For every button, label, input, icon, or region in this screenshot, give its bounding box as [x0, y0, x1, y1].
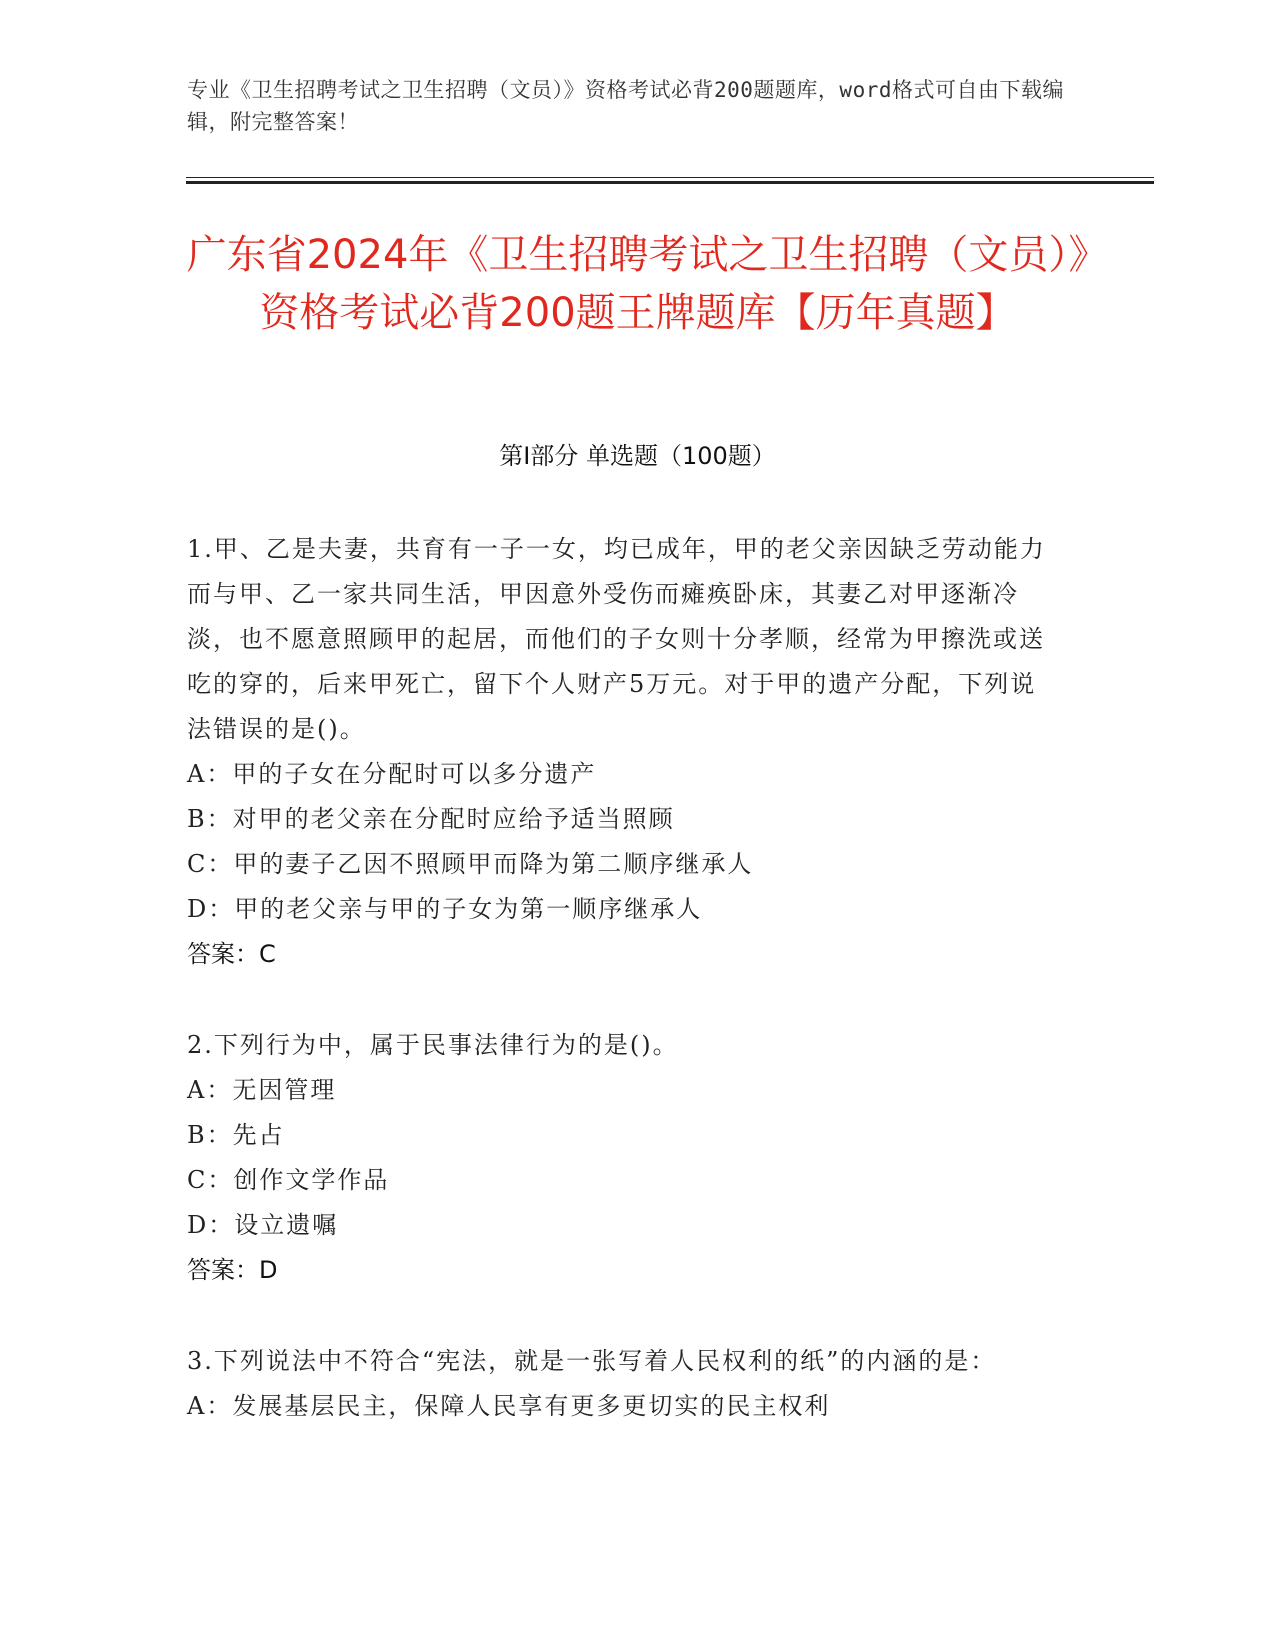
question-3	[187, 1339, 1047, 1429]
answer-line: 答案：C	[187, 940, 276, 968]
question-stem: 3.下列说法中不符合“宪法，就是一张写着人民权利的纸”的内涵的是：	[187, 1347, 997, 1375]
option-c: C：甲的妻子乙因不照顾甲而降为第二顺序继承人	[187, 850, 754, 878]
header-divider-thick	[186, 181, 1154, 184]
question-2	[187, 1023, 1047, 1293]
option-c: C：创作文学作品	[187, 1166, 390, 1194]
option-d: D：设立遗嘱	[187, 1211, 339, 1239]
option-a: A：发展基层民主，保障人民享有更多更切实的民主权利	[187, 1392, 831, 1420]
question-1	[187, 527, 1047, 977]
answer-line: 答案：D	[187, 1256, 278, 1284]
header-divider-thin	[186, 177, 1154, 178]
question-stem: 1.甲、乙是夫妻，共育有一子一女，均已成年，甲的老父亲因缺乏劳动能力而与甲、乙一家共同生活，甲因意外受伤而瘫痪卧床，其妻乙对甲逐渐冷淡，也不愿意照顾甲的起居，而他们的子女则十分孝顺，经常为甲擦洗或送吃的穿的，后来甲死亡，留下个人财产5万元。对于甲的遗产分配，下列说法错误的是()。	[187, 535, 1046, 743]
option-a: A：甲的子女在分配时可以多分遗产	[187, 760, 597, 788]
option-a: A：无因管理	[187, 1076, 337, 1104]
option-b: B：对甲的老父亲在分配时应给予适当照顾	[187, 805, 675, 833]
header-note: 专业《卫生招聘考试之卫生招聘（文员）》资格考试必背200题题库，word格式可自由下载编辑，附完整答案！	[187, 78, 1064, 134]
option-d: D：甲的老父亲与甲的子女为第一顺序继承人	[187, 895, 703, 923]
section-title: 第Ⅰ部分 单选题（100题）	[499, 442, 776, 470]
document-title: 广东省2024年《卫生招聘考试之卫生招聘（文员）》资格考试必背200题王牌题库【历年真题】	[186, 232, 1089, 336]
question-list	[187, 527, 1047, 1475]
option-b: B：先占	[187, 1121, 285, 1149]
question-stem: 2.下列行为中，属于民事法律行为的是()。	[187, 1031, 679, 1059]
